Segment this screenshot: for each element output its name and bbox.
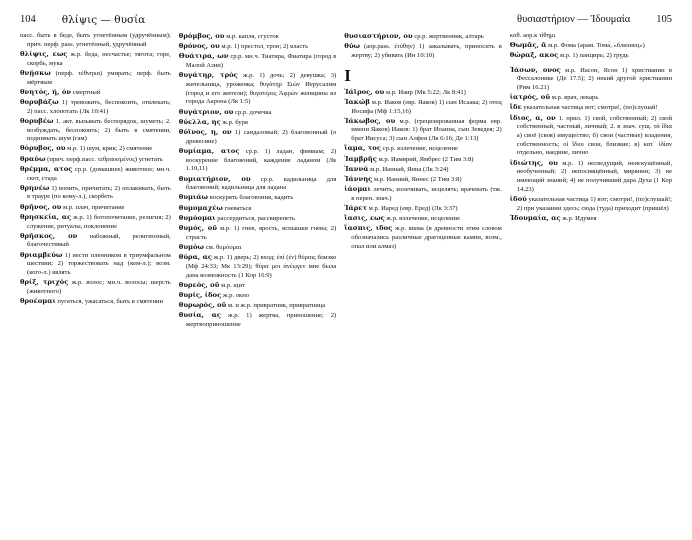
entry-definition: пугаться, ужасаться, быть в смятении	[57, 298, 164, 306]
dictionary-entry	[344, 185, 501, 203]
entry-headword: ἴαμα, τος	[344, 144, 381, 153]
entry-headword: θύω	[344, 42, 361, 51]
entry-headword: ἴδε	[509, 103, 522, 112]
dictionary-entry	[179, 52, 336, 70]
entry-definition: ж.р. 1) дверь; 2) вход; ἐπὶ (ἐν) θύραις близко (Мф 24:33; Мк 13:29); θύρα μοι ἀνέῳγεν мне была дана возможность (1 Кор 16:9)	[185, 254, 337, 279]
entry-headword: θρησκεία, ας	[20, 212, 72, 221]
entry-headword: θυμιατήριον, ου	[178, 174, 251, 183]
entry-definition: м.р. Иаир (Мк 5:22; Лк 8:41)	[385, 88, 466, 96]
dictionary-entry	[510, 114, 672, 159]
dictionary-entry	[20, 165, 171, 183]
dictionary-entry	[344, 117, 501, 144]
dictionary-entry	[179, 128, 336, 146]
entry-definition: ср.р. кадильница для благовоний; кадильница для ладана	[185, 175, 337, 192]
dictionary-entry	[510, 51, 672, 61]
entry-definition: м.р. Иаред (евр. Еред) (Лк 3:37)	[368, 205, 458, 213]
entry-headword: θορυβάζω	[20, 97, 59, 106]
entry-headword: Ἰαννά	[344, 164, 369, 173]
entry-definition: (перф. τέθνηκα) умирать; перф. быть мёртвым	[27, 69, 171, 86]
dictionary-entry	[20, 184, 171, 202]
dictionary-entry	[179, 214, 336, 224]
entry-definition: см. θυμόομαι	[205, 243, 242, 251]
entry-definition: 1. прил. 1) свой, собственный; 2) свой собственный, частный, личный; 2. в знач. сущ. τὰ ἴδια а) своё (своя) имущество; б) свои (частные) владения, собственность; οἱ ἴδιοι свои, близкие; в) κατ᾽ ἰδίαν отдельно, наедине, лично	[516, 114, 673, 157]
entry-definition: гневаться	[224, 204, 252, 212]
entry-headword: Θυάτιρα, ων	[178, 52, 229, 61]
dictionary-entry	[20, 88, 171, 98]
dictionary-entry	[510, 103, 672, 113]
dictionary-entry	[344, 88, 501, 98]
entry-definition: ср.р. жертвенник, алтарь	[414, 33, 484, 40]
entry-headword: ἴδιος, α, ον	[509, 113, 556, 122]
entry-definition: (прич. перф.пасс. τεθραυσμένος) угнетать	[47, 155, 163, 163]
entry-definition: ж.р. буря	[222, 118, 248, 126]
entry-definition: ж.р. Идумея	[562, 214, 597, 222]
entry-definition: м.р. Ианнай, Янна (Лк 3:24)	[370, 165, 449, 173]
entry-headword: θνητός, ή, όν	[20, 87, 72, 96]
entry-definition: ж.р. 1) жертва, приношение; 2) жертвоприношение	[185, 312, 337, 329]
dictionary-entry	[179, 301, 336, 311]
dictionary-entry	[179, 32, 336, 42]
entry-headword: θυρίς, ίδος	[178, 290, 222, 299]
entry-headword: θραύω	[20, 154, 46, 163]
section-letter: I	[344, 65, 351, 85]
dictionary-entry	[179, 108, 336, 118]
entry-headword: θυμός, οῦ	[178, 224, 217, 233]
entry-headword: θυμιάω	[178, 193, 209, 202]
entry-headword: θρέμμα, ατος	[20, 164, 73, 173]
dictionary-entry	[344, 144, 501, 154]
dictionary-entry	[179, 175, 336, 193]
dictionary-entry	[20, 297, 171, 307]
entry-headword: Ἰάσων, ονος	[509, 65, 561, 74]
dictionary-entry	[20, 50, 171, 68]
dictionary-entry	[20, 213, 171, 231]
entry-definition: воскурять благовония, кадить	[209, 194, 294, 202]
entry-definition: м.р. Иасон, Ясон 1) христианин в Фессалонике (Де 17.5); 2) некий другой христианин (Рим 16.21)	[516, 66, 673, 92]
entry-definition: ср.р. (домашнее) животное; мн.ч. скот, стада	[27, 165, 171, 182]
dictionary-entry	[20, 251, 171, 278]
entry-definition: ж.р. беда, несчастье; тягота; горе, скорбь, мука	[27, 50, 171, 67]
dictionary-entry	[20, 69, 171, 87]
column-1	[20, 32, 179, 528]
entry-definition: м.р. 1) несведущий, неискушённый, необученный; 2) непосвящённый, мирянин; 3) не имеющий знаний; 4) не получивший дара Духа (1 Кор 14.23)	[516, 159, 673, 193]
entry-definition: ср.р. излечение, исцеление	[382, 145, 458, 153]
dictionary-entry	[344, 214, 501, 224]
dictionary-entry	[20, 232, 171, 250]
text-columns	[20, 32, 672, 528]
dictionary-entry	[344, 42, 501, 60]
page-header	[20, 14, 672, 26]
folio-left: 104	[20, 14, 36, 25]
entry-definition: ж.р. окно	[222, 291, 250, 299]
dictionary-entry	[510, 214, 672, 224]
entry-headword: θύρα, ας	[178, 253, 213, 262]
entry-definition: м.р. 1) панцирь; 2) грудь	[559, 52, 629, 60]
entry-definition: указательная частица 1) вот; смотри!, (по)слушай!; 2) при указании здесь; сюда (туда) приходит (пришёл)	[516, 195, 673, 212]
dictionary-entry	[344, 175, 501, 185]
dictionary-entry	[179, 71, 336, 107]
entry-definition: набожный, религиозный, благочестивый	[27, 232, 171, 249]
dictionary-entry	[344, 98, 501, 116]
dictionary-entry	[510, 159, 672, 195]
entry-definition: м.р. капля, сгусток	[226, 33, 279, 40]
entry-headword: θυρεός, οῦ	[178, 280, 220, 289]
dictionary-entry	[179, 42, 336, 52]
column-3	[344, 32, 509, 528]
entry-headword: θριαμβεύω	[20, 250, 63, 259]
entry-definition: м.р. Иамврий, Ямбрес (2 Тим 3:8)	[378, 155, 474, 163]
entry-definition: ж.р. 1) дочь; 2) девушка; 3) жительница, уроженка; θυγάτηρ Σιών Иерусалим (город и его жители); θυγατέρες Ἀφρών женщины из города Аарона (Лк 1:5)	[185, 72, 337, 106]
entry-headword: Ἰακώβ	[344, 97, 370, 106]
entry-headword: θυμόω	[178, 242, 205, 251]
entry-definition: м.р. (грецизированная форма евр. имени Яаков) Иаков: 1) брат Иоанна, сын Зеведея; 2) брат Иисуса; 3) сын Алфея (Лк 6:16; Де 1:13)	[351, 117, 502, 143]
entry-definition: м.р. плач, причитание	[63, 203, 125, 211]
dictionary-entry	[179, 243, 336, 253]
entry-headword: θυγάτηρ, τρός	[178, 71, 238, 80]
entry-headword: Θωμᾶς, ᾶ	[509, 41, 547, 50]
entry-definition: 1) вести пленником в триумфальном шествии; 2) торжествовать над (кем-л.); возм. (кого-л.) являть	[27, 251, 171, 277]
entry-headword: θώραξ, ακος	[509, 51, 559, 60]
entry-definition: м.р. врач, лекарь	[551, 94, 599, 102]
dictionary-entry	[179, 253, 336, 280]
entry-headword: ἰδιώτης, ου	[509, 158, 558, 167]
entry-headword: ἴασις, εως	[344, 214, 385, 223]
entry-definition: м.р. Ианний, Яннес (2 Тим 3:8)	[373, 175, 462, 183]
entry-definition: пасс. быть в беде, быть угнетённым (удручённым); прич. перф. pass. угнетённый, удручённый	[20, 32, 171, 48]
entry-headword: θυγάτριον, ου	[178, 107, 234, 116]
dictionary-entry	[344, 32, 501, 42]
entry-headword: θρόμβος, ου	[178, 32, 225, 40]
dictionary-entry	[179, 224, 336, 242]
entry-headword: θυμομαχέω	[178, 203, 223, 212]
entry-headword: Ἰάννης	[344, 174, 373, 183]
entry-headword: θύελλα, ης	[178, 117, 221, 126]
entry-headword: θυμίαμα, ατος	[178, 146, 240, 155]
dictionary-entry	[20, 117, 171, 144]
dictionary-entry	[344, 204, 501, 214]
dictionary-entry	[179, 281, 336, 291]
dictionary-entry	[344, 155, 501, 165]
entry-definition: смертный	[72, 88, 101, 96]
entry-headword: θρίξ, τριχός	[20, 278, 69, 287]
entry-headword: θρηνέω	[20, 183, 50, 192]
entry-headword: θυσία, ας	[178, 311, 222, 320]
entry-headword: Ἰαμβρῆς	[344, 154, 377, 163]
column-4	[510, 32, 672, 528]
folio-right: 105	[656, 14, 672, 25]
dictionary-entry	[179, 193, 336, 203]
dictionary-entry	[20, 32, 171, 49]
entry-definition: ж.р. излечение, исцеление	[386, 215, 460, 223]
entry-definition: ср.р. мн.ч. Тиатира, Фиатира (город в Малой Азии)	[185, 53, 337, 70]
entry-headword: θρῆνος, ου	[20, 202, 62, 211]
dictionary-entry	[344, 165, 501, 175]
entry-definition: 1) тревожить, беспокоить, отвлекать; 2) пасс. хлопотать (Лк 10:41)	[27, 98, 171, 115]
entry-definition: ср.р. 1) ладан, фимиам; 2) воскурение благовоний, каждение ладаном (Лк 1.10,11)	[185, 147, 337, 173]
dictionary-entry	[20, 203, 171, 213]
entry-headword: θόρυβος, ου	[20, 144, 66, 153]
entry-definition: ж.р. волос; мн.ч. волосы; шерсть (животного)	[27, 279, 171, 295]
entry-headword: ἰδού	[509, 194, 527, 203]
entry-definition: 1) сандаловый; 2) благовонный (о древесине)	[185, 129, 337, 145]
entry-headword: ἴασπις, ιδος	[344, 224, 393, 233]
dictionary-entry	[20, 155, 171, 165]
column-2	[179, 32, 344, 528]
dictionary-entry	[179, 147, 336, 174]
dictionary-entry	[179, 291, 336, 301]
entry-definition: указательная частица вот; смотри!, (по)слушай!	[523, 104, 658, 112]
dictionary-entry	[510, 41, 672, 51]
dictionary-entry	[179, 118, 336, 128]
entry-definition: ж.р. яшма (в древности этим словом обозначались различные драгоценные камни, возм., опал или алмаз)	[351, 225, 502, 250]
dictionary-entry	[179, 311, 336, 329]
dictionary-entry	[510, 195, 672, 213]
entry-headword: ἰατρός, οῦ	[509, 93, 551, 102]
entry-definition: καθ. аор.к τίθημι	[509, 32, 556, 39]
entry-definition: рассердиться, рассвирепеть	[217, 214, 295, 222]
entry-definition: м.р. 1) шум, крик; 2) смятение	[67, 145, 153, 153]
entry-headword: θυρωρός, οῦ	[178, 301, 227, 310]
entry-headword: θροέομαι	[20, 297, 56, 306]
entry-headword: θρῆσκος, ον	[20, 231, 78, 240]
entry-headword: θλίψις, εως	[20, 49, 68, 58]
entry-definition: м.р. щит	[221, 281, 245, 289]
dictionary-entry	[20, 98, 171, 116]
entry-headword: θυσιαστήριον, ου	[344, 32, 413, 40]
entry-headword: θυμόομαι	[178, 213, 216, 222]
entry-definition: ср.р. дочечка	[235, 108, 272, 116]
entry-definition: м.р. Фома (арам. Тома́, «близнец»)	[548, 42, 645, 50]
entry-definition: (аор.pass. ἐτύθην) 1) закалывать, приносить в жертву; 2) убивать (Ин 10:10)	[351, 43, 502, 59]
entry-definition: 1. акт. вызывать беспорядок, шуметь; 2. возбуждать, беспокоить; 2) быть в смятении, поднимать шум (гам)	[27, 117, 171, 143]
dictionary-entry	[179, 204, 336, 214]
running-head-left: θλίψις — θυσία	[61, 14, 146, 26]
dictionary-entry	[510, 32, 672, 41]
dictionary-entry	[510, 93, 672, 103]
entry-headword: Ἰάϊρος, ου	[344, 87, 385, 96]
entry-definition: ж.р. 1) богопочитание, религия; 2) служение, ритуалы, поклонение	[27, 213, 171, 230]
entry-definition: м.р. 1) гнев, ярость, вспышки гнева; 2) страсть	[185, 225, 337, 241]
entry-definition: м.р. 1) престол, трон; 2) власть	[221, 43, 309, 51]
dictionary-entry	[20, 278, 171, 296]
running-head-right: θυσιαστήριον — Ἰδουμαία	[517, 14, 631, 25]
entry-definition: лечить, излечивать, исцелять; врачевать (тж. в перен. знач.)	[351, 186, 502, 202]
entry-headword: θρόνος, ου	[178, 42, 220, 51]
dictionary-entry	[344, 224, 501, 251]
dictionary-entry	[20, 144, 171, 154]
entry-definition: 1) вопить, причитать; 2) оплакивать, быть в трауре (по кому-л.), скорбеть	[27, 184, 171, 201]
entry-headword: θύϊνος, η, ον	[178, 128, 232, 137]
entry-headword: θορυβέω	[20, 116, 54, 125]
entry-headword: Ἰάρετ	[344, 204, 368, 213]
dictionary-entry	[510, 66, 672, 93]
entry-definition: м. и ж.р. привратник, привратница	[227, 302, 326, 310]
entry-definition: м.р. Иаков (евр. Яаков) 1) сын Исаака; 2) отец Иосифа (Мф 1:15,16)	[351, 98, 502, 115]
entry-headword: θνῄσκω	[20, 68, 51, 77]
entry-headword: Ἰάκωβος, ου	[344, 116, 396, 125]
entry-headword: ἰάομαι	[344, 185, 371, 194]
entry-headword: Ἰδουμαία, ας	[509, 213, 561, 222]
